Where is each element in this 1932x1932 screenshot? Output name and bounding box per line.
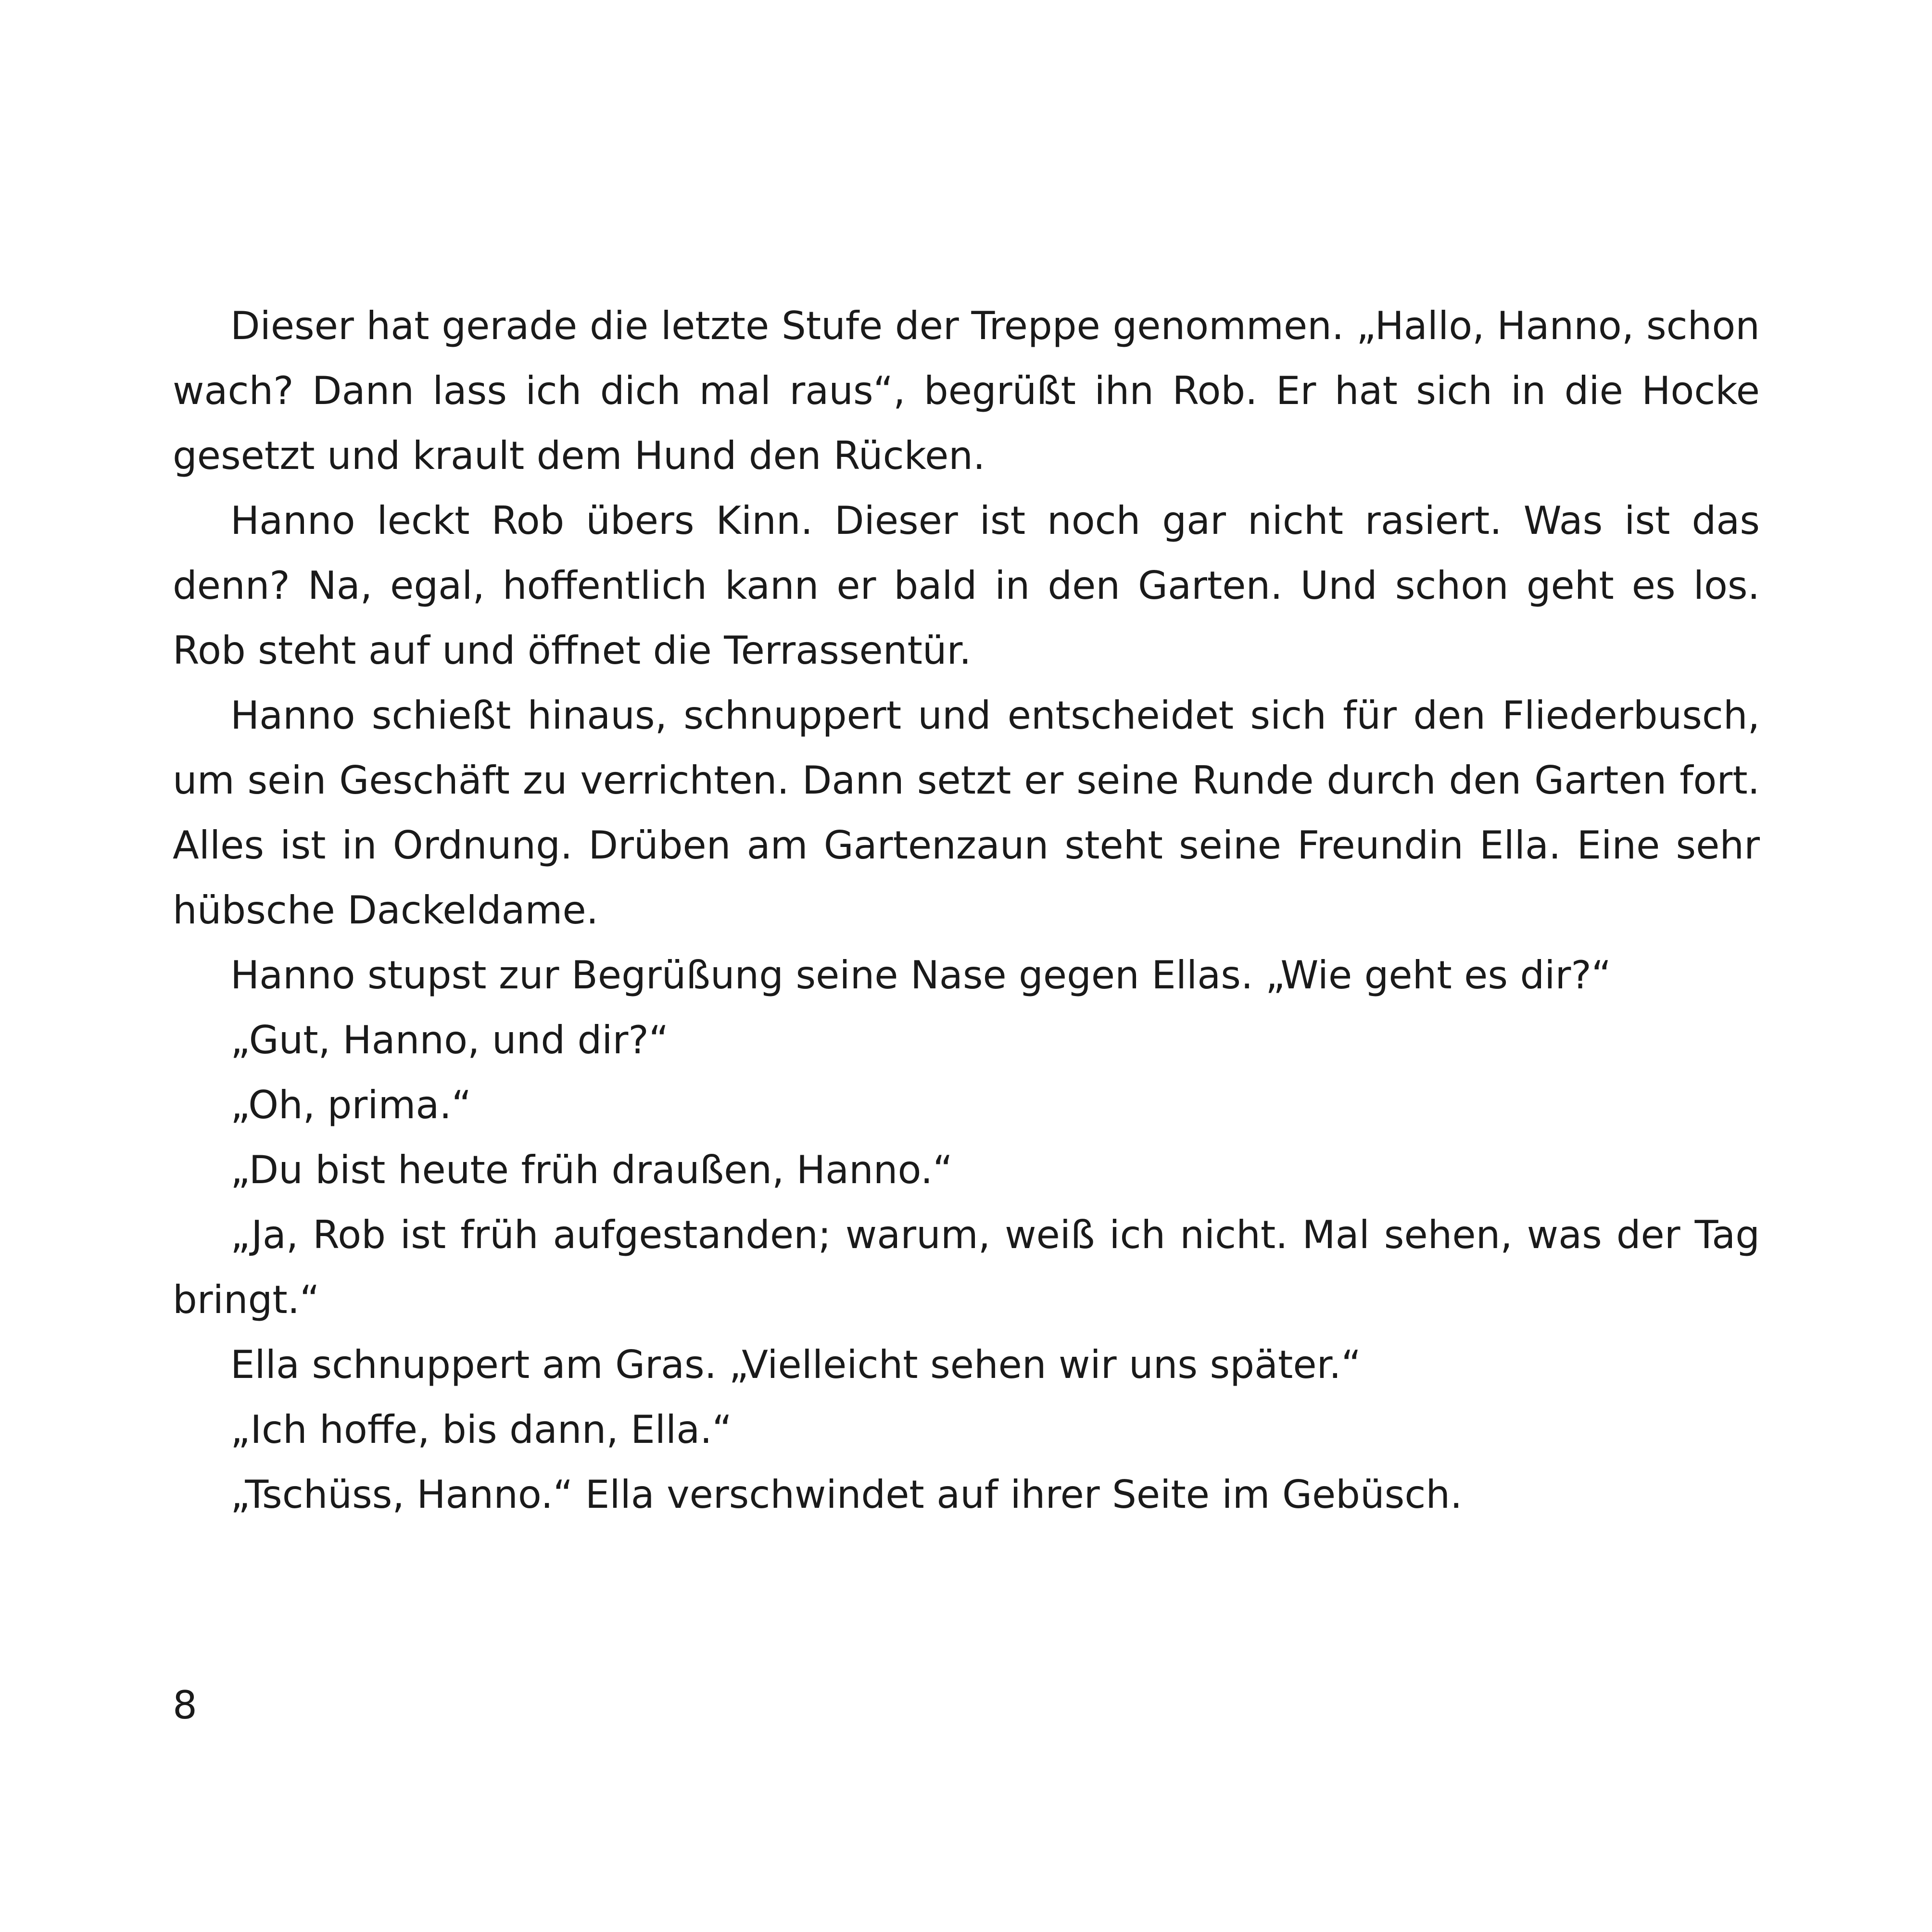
paragraph-5: „Gut, Hanno, und dir?“ [230, 1018, 669, 1062]
paragraph-7: „Du bist heute früh draußen, Hanno.“ [230, 1148, 953, 1192]
paragraph-3: Hanno schießt hinaus, schnuppert und entscheidet sich für den Fliederbusch, um sein Geschäft zu verrichten. Dann setzt er seine Runde durch den Garten fort. Alles ist in Ordnung. Drüben am Gartenzaun steht seine Freundin Ella. Eine sehr hübsche Dackeldame. [173, 693, 1760, 933]
paragraph-9: Ella schnuppert am Gras. „Vielleicht sehen wir uns später.“ [230, 1342, 1362, 1387]
paragraph-6: „Oh, prima.“ [230, 1083, 472, 1127]
paragraph-10: „Ich hoffe, bis dann, Ella.“ [230, 1407, 732, 1452]
paragraph-8: „Ja, Rob ist früh aufgestanden; warum, weiß ich nicht. Mal sehen, was der Tag bringt.“ [173, 1212, 1760, 1322]
body-text [173, 293, 1760, 1527]
paragraph-2: Hanno leckt Rob übers Kinn. Dieser ist noch gar nicht rasiert. Was ist das denn? Na, egal, hoffentlich kann er bald in den Garten. Und schon geht es los. Rob steht auf und öffnet die Terrassentür. [173, 498, 1760, 673]
paragraph-11: „Tschüss, Hanno.“ Ella verschwindet auf ihrer Seite im Gebüsch. [230, 1472, 1463, 1517]
paragraph-1: Dieser hat gerade die letzte Stufe der Treppe genommen. „Hallo, Hanno, schon wach? Dann lass ich dich mal raus“, begrüßt ihn Rob. Er hat sich in die Hocke gesetzt und krault dem Hund den Rücken. [173, 303, 1760, 478]
page-number: 8 [173, 1683, 197, 1728]
paragraph-4: Hanno stupst zur Begrüßung seine Nase gegen Ellas. „Wie geht es dir?“ [230, 953, 1612, 998]
